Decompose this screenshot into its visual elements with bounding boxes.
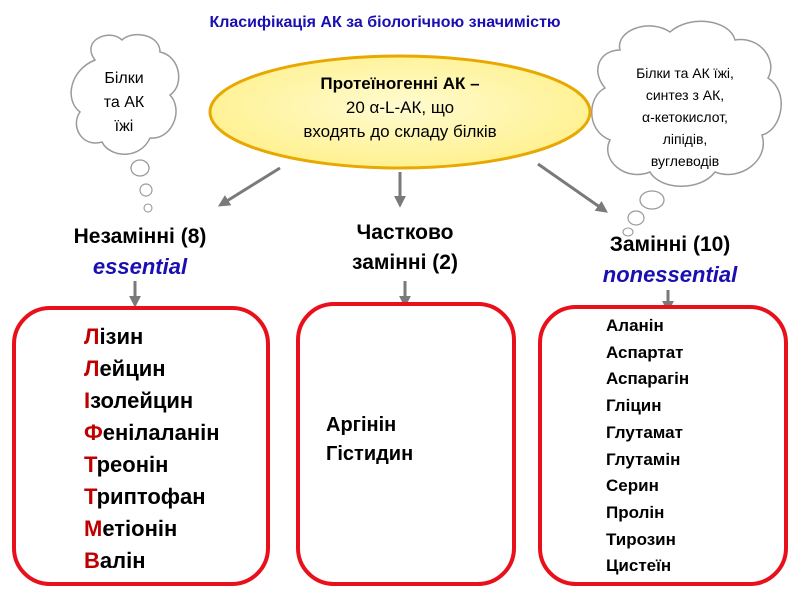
list-item: Тирозин [606,529,676,549]
arrow-to-essential [222,168,280,204]
initial-letter: В [84,548,100,573]
initial-letter: Л [84,356,100,381]
list-item [84,449,220,481]
category-semi-essential [305,218,505,278]
cloud-left-line: та АК [103,94,145,111]
cloud-right-line: Білки та АК їжі, [636,65,734,81]
amino-acid-rest: енілаланін [102,420,220,445]
cloud-right-line: ліпідів, [662,131,708,147]
nonessential-amino-acid-list [606,313,689,580]
category-essential-name: Незамінні (8) [73,225,207,248]
category-essential [40,222,240,282]
list-item: Гістидин [326,443,414,465]
cloud-right-line: α-кетокислот, [642,109,728,125]
page-title: Класифікація АК за біологічною значимістю [209,14,561,31]
list-item: Аланін [606,316,664,335]
list-item: Гліцин [606,396,662,416]
initial-letter: Т [84,484,97,509]
essential-amino-acid-list [84,321,220,577]
oval-line-2: 20 α-L-АК, що [345,98,455,117]
cloud-right-line: вуглеводів [650,153,720,169]
oval-line-1: Протеїногенні АК – [320,74,480,93]
initial-letter: Л [84,324,100,349]
arrow-to-nonessential [538,164,604,210]
initial-letter: Ф [84,420,103,445]
list-item [84,321,220,353]
amino-acid-rest: риптофан [96,484,206,509]
amino-acid-rest: ізин [99,324,144,349]
oval-text [230,72,570,144]
cloud-left-text [86,67,162,139]
list-item: Глутамат [606,422,683,442]
category-nonessential [560,230,780,290]
category-nonessential-name: Замінні (10) [609,233,731,256]
list-item [84,481,220,513]
list-item [84,353,220,385]
amino-acid-rest: алін [99,548,146,573]
category-essential-latin: essential [92,254,188,279]
list-item: Глутамін [606,449,681,469]
category-semi-line-1: Частково [356,221,454,244]
cloud-left-line: Білки [104,70,144,87]
amino-acid-rest: золейцин [90,388,194,413]
list-item [84,513,220,545]
amino-acid-rest: ейцин [99,356,166,381]
list-item: Цистеїн [606,556,672,576]
cloud-right-line: синтез з АК, [645,87,725,103]
list-item: Серин [606,476,659,496]
initial-letter: І [84,388,91,413]
list-item [84,417,220,449]
category-semi-line-2: замінні (2) [352,251,458,274]
initial-letter: Т [84,452,97,477]
list-item: Аспарагін [606,369,690,389]
list-item: Пролін [606,502,665,522]
oval-line-3: входять до складу білків [303,122,497,141]
cloud-right-text [612,62,758,172]
list-item [84,545,220,577]
cloud-left-line: їжі [114,118,134,135]
semi-essential-amino-acid-list [326,411,413,469]
initial-letter: М [84,516,103,541]
list-item [84,385,220,417]
list-item: Аргінін [326,414,397,436]
amino-acid-rest: реонін [96,452,169,477]
category-nonessential-latin: nonessential [602,262,738,287]
amino-acid-rest: етіонін [102,516,178,541]
list-item: Аспартат [606,342,684,362]
